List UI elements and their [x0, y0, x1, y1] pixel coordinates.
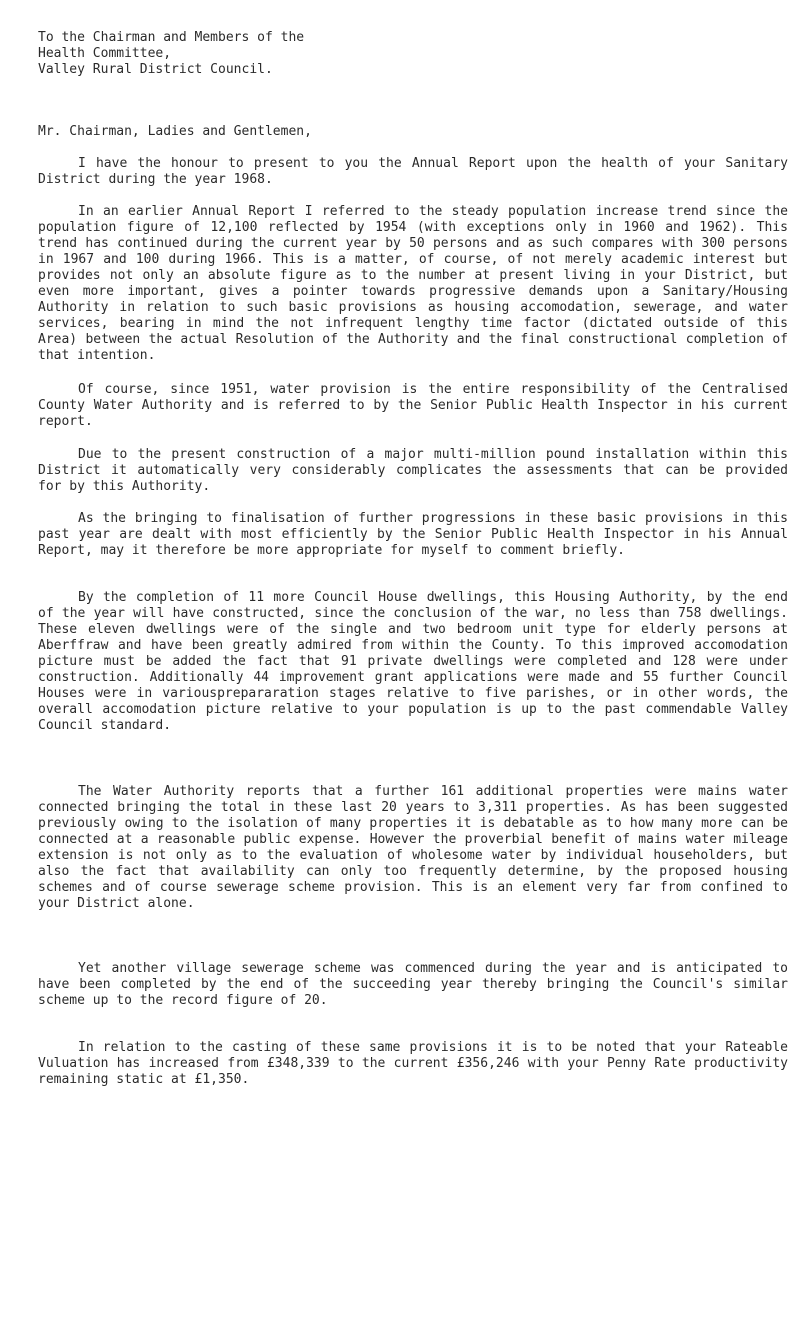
address-line-1: To the Chairman and Members of the [38, 30, 305, 45]
address-block [38, 30, 304, 78]
paragraph-finalisation: As the bringing to finalisation of further progressions in these basic provisions in this past year are dealt with most efficiently by the Senior Public Health Inspector in his Annual Report, may it therefore be more appropriate for myself to comment briefly. [38, 511, 788, 558]
paragraph-construction: Due to the present construction of a major multi-million pound installation within this District it automatically very considerably complicates the assessments that can be provided for by this Authority. [38, 447, 788, 494]
address-line-2: Health Committee, [38, 46, 172, 61]
paragraph-intro: I have the honour to present to you the Annual Report upon the health of your Sanitary District during the year 1968. [38, 156, 788, 187]
paragraph-sewerage: Yet another village sewerage scheme was commenced during the year and is anticipated to have been completed by the end of the succeeding year thereby bringing the Council's similar scheme up to the record figure of 20. [38, 961, 788, 1008]
paragraph-water-provision: Of course, since 1951, water provision is the entire responsibility of the Centralised County Water Authority and is referred to by the Senior Public Health Inspector in his current report. [38, 382, 788, 429]
address-line-3: Valley Rural District Council. [38, 62, 273, 77]
salutation: Mr. Chairman, Ladies and Gentlemen, [38, 124, 312, 139]
paragraph-housing: By the completion of 11 more Council House dwellings, this Housing Authority, by the end of the year will have constructed, since the conclusion of the war, no less than 758 dwellings. These eleven dwellings were of the single and two bedroom unit type for elderly persons at Aberffraw and have been greatly admired from within the County. To this improved accomodation picture must be added the fact that 91 private dwellings were completed and 128 were under construction. Additionally 44 improvement grant applications were made and 55 further Council Houses were in variousprepararation stages relative to five parishes, or in other words, the overall accomodation picture relative to your population is up to the past commendable Valley Council standard. [38, 590, 788, 733]
paragraph-water-authority: The Water Authority reports that a further 161 additional properties were mains water connected bringing the total in these last 20 years to 3,311 properties. As has been suggested previously owing to the isolation of many properties it is debatable as to how many more can be connected at a reasonable public expense. However the proverbial benefit of mains water mileage extension is not only as to the evaluation of wholesome water by individual householders, but also the fact that availability can only too frequently determine, by the proposed housing schemes and of course sewerage scheme provision. This is an element very far from confined to your District alone. [38, 784, 788, 911]
paragraph-rateable-value: In relation to the casting of these same provisions it is to be noted that your Rateable Vuluation has increased from £348,339 to the current £356,246 with your Penny Rate productivity remaining static at £1,350. [38, 1040, 788, 1087]
paragraph-population: In an earlier Annual Report I referred to the steady population increase trend since the population figure of 12,100 reflected by 1954 (with exceptions only in 1960 and 1962). This trend has continued during the current year by 50 persons and as such compares with 300 persons in 1967 and 100 during 1966. This is a matter, of course, of not merely academic interest but provides not only an absolute figure as to the number at present living in your District, but even more important, gives a pointer towards progressive demands upon a Sanitary/Housing Authority in relation to such basic provisions as housing accomodation, sewerage, and water services, bearing in mind the not infrequent lengthy time factor (dictated outside of this Area) between the actual Resolution of the Authority and the final constructional completion of that intention. [38, 204, 788, 363]
